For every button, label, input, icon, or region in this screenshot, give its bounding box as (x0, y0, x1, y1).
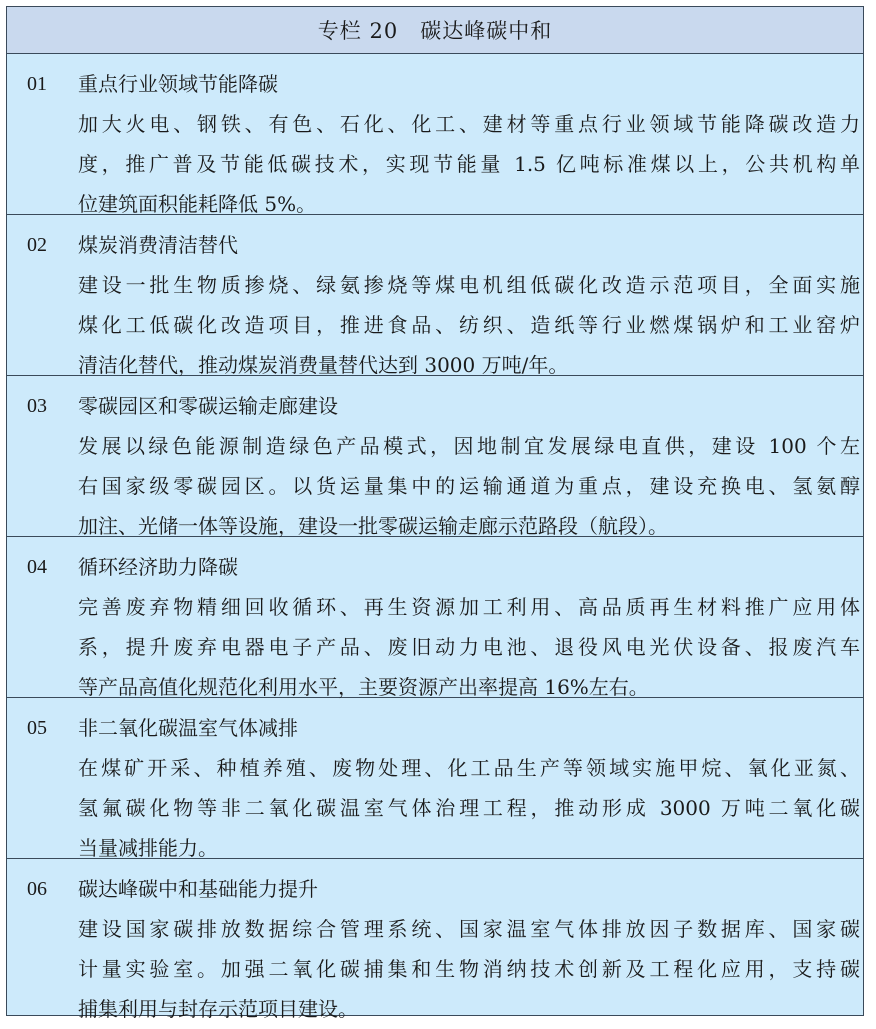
body-line: 加大火电、钢铁、有色、石化、化工、建材等重点行业领域节能降碳改造力 (78, 112, 860, 136)
section-number: 03 (27, 395, 47, 417)
section-body (78, 426, 860, 546)
column-title: 专栏 20 碳达峰碳中和 (317, 19, 553, 43)
section-body (78, 909, 860, 1029)
body-line: 度，推广普及节能低碳技术，实现节能量 1.5 亿吨标准煤以上，公共机构单 (78, 152, 860, 176)
section-number: 02 (27, 234, 47, 256)
section-number: 05 (27, 717, 47, 739)
body-line: 发展以绿色能源制造绿色产品模式，因地制宜发展绿电直供，建设 100 个左 (78, 434, 860, 458)
body-line: 等产品高值化规范化利用水平，主要资源产出率提高 16%左右。 (78, 675, 649, 699)
section-title: 碳达峰碳中和基础能力提升 (78, 877, 318, 901)
body-line: 清洁化替代，推动煤炭消费量替代达到 3000 万吨/年。 (78, 353, 569, 377)
section-title: 零碳园区和零碳运输走廊建设 (78, 394, 338, 418)
section-body (78, 265, 860, 385)
body-line: 捕集利用与封存示范项目建设。 (78, 997, 358, 1021)
section-number: 01 (27, 73, 47, 95)
section-body (78, 748, 860, 868)
body-line: 系，提升废弃电器电子产品、废旧动力电池、退役风电光伏设备、报废汽车 (78, 635, 860, 659)
column-header (7, 7, 863, 54)
section-05 (7, 698, 863, 859)
body-line: 当量减排能力。 (78, 836, 218, 860)
body-line: 右国家级零碳园区。以货运量集中的运输通道为重点，建设充换电、氢氨醇 (78, 474, 860, 498)
section-03 (7, 376, 863, 537)
section-title: 重点行业领域节能降碳 (78, 72, 278, 96)
body-line: 完善废弃物精细回收循环、再生资源加工利用、高品质再生材料推广应用体 (78, 595, 860, 619)
body-line: 煤化工低碳化改造项目，推进食品、纺织、造纸等行业燃煤锅炉和工业窑炉 (78, 313, 860, 337)
body-line: 建设一批生物质掺烧、绿氨掺烧等煤电机组低碳化改造示范项目，全面实施 (78, 273, 860, 297)
section-body (78, 104, 860, 224)
section-title: 非二氧化碳温室气体减排 (78, 716, 298, 740)
column-box (6, 6, 864, 1021)
body-line: 加注、光储一体等设施，建设一批零碳运输走廊示范路段（航段）。 (78, 514, 668, 538)
section-number: 04 (27, 556, 47, 578)
section-number: 06 (27, 878, 47, 900)
body-line: 在煤矿开采、种植养殖、废物处理、化工品生产等领域实施甲烷、氧化亚氮、 (78, 756, 860, 780)
body-line: 位建筑面积能耗降低 5%。 (78, 192, 317, 216)
body-line: 计量实验室。加强二氧化碳捕集和生物消纳技术创新及工程化应用，支持碳 (78, 957, 860, 981)
section-04 (7, 537, 863, 698)
section-06 (7, 859, 863, 1020)
section-02 (7, 215, 863, 376)
section-list (7, 54, 863, 1020)
section-title: 煤炭消费清洁替代 (78, 233, 238, 257)
section-title: 循环经济助力降碳 (78, 555, 238, 579)
section-01 (7, 54, 863, 215)
section-body (78, 587, 860, 707)
body-line: 氢氟碳化物等非二氧化碳温室气体治理工程，推动形成 3000 万吨二氧化碳 (78, 796, 860, 820)
body-line: 建设国家碳排放数据综合管理系统、国家温室气体排放因子数据库、国家碳 (78, 917, 860, 941)
